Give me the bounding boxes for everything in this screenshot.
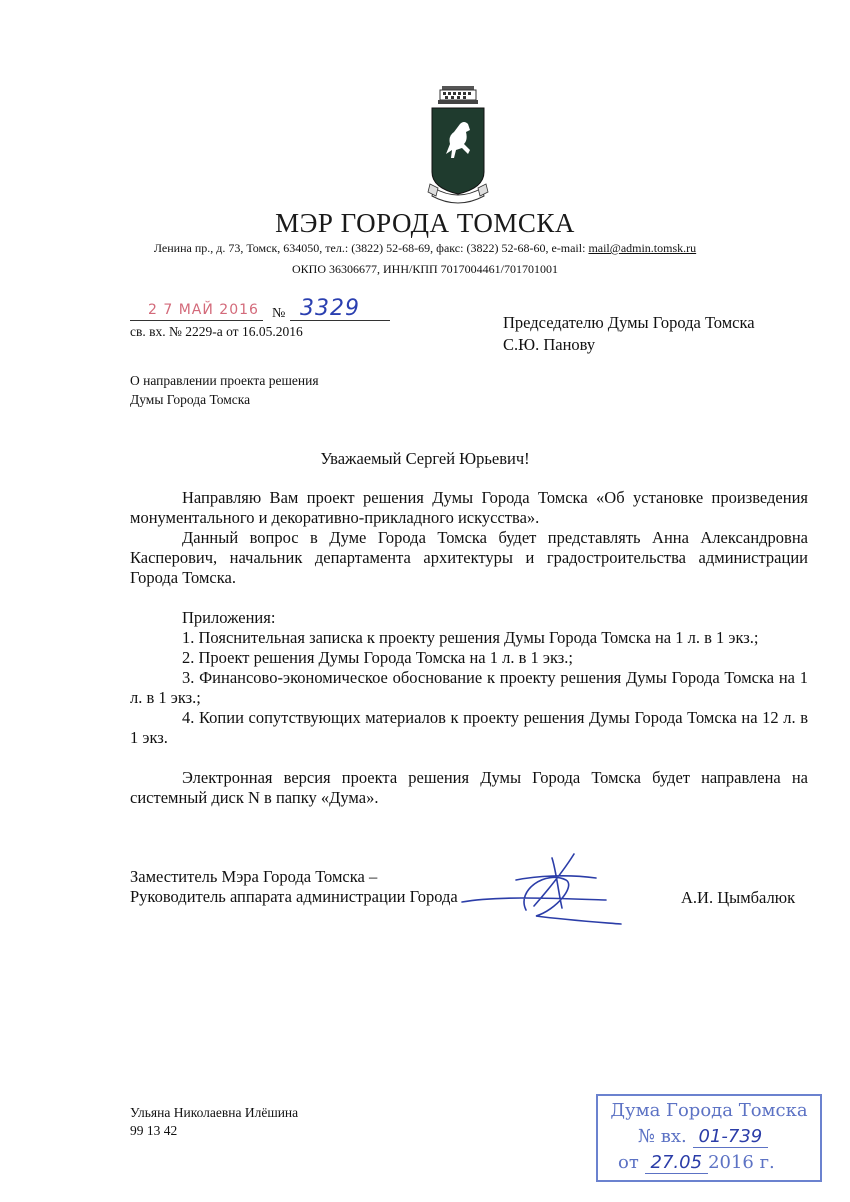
signer-position-line: Заместитель Мэра Города Томска – <box>130 867 378 886</box>
okpo-line: ОКПО 36306677, ИНН/КПП 7017004461/701701001 <box>291 262 558 276</box>
body-paragraph: Данный вопрос в Думе Города Томска будет представлять Анна Александровна Касперович, начальник департамента архитектуры и градостроительства администрации Города Томска. <box>130 528 808 587</box>
attachment-item: 1. Пояснительная записка к проекту решения Думы Города Томска на 1 л. в 1 экз.; <box>182 628 759 647</box>
stamp-number-value: 01-739 <box>693 1126 769 1148</box>
registration-number: 3329 <box>300 296 360 321</box>
signer-name: А.И. Цымбалюк <box>681 888 796 907</box>
signer-position <box>130 867 458 907</box>
body-paragraph: Электронная версия проекта решения Думы Города Томска будет направлена на системный диск N в папку «Дума». <box>130 768 808 807</box>
stamp-date-row <box>618 1152 775 1173</box>
subject-block <box>130 371 319 409</box>
letter-body <box>130 488 808 808</box>
subject-line: Думы Города Томска <box>130 392 251 407</box>
tomsk-coat-of-arms-emblem <box>426 84 490 212</box>
executor-block <box>130 1104 298 1140</box>
stamp-title: Дума Города Томска <box>610 1100 808 1121</box>
attachments-title: Приложения: <box>182 608 276 627</box>
attachment-item: 2. Проект решения Думы Города Томска на 1 л. в 1 экз.; <box>182 648 573 667</box>
stamp-year: 2016 г. <box>708 1152 775 1173</box>
address-line: Ленина пр., д. 73, Томск, 634050, тел.: (3822) 52-68-69, факс: (3822) 52-68-60, e-mail: <box>153 241 589 255</box>
greeting: Уважаемый Сергей Юрьевич! <box>320 449 530 468</box>
incoming-reference: св. вх. № 2229-а от 16.05.2016 <box>130 324 303 339</box>
email-link[interactable]: mail@admin.tomsk.ru <box>588 241 697 255</box>
stamp-date-value: 27.05 <box>645 1152 709 1174</box>
attachment-item: 4. Копии сопутствующих материалов к проекту решения Думы Города Томска на 12 л. в 1 экз. <box>130 708 808 747</box>
recipient-position: Председателю Думы Города Томска <box>503 313 755 332</box>
registration-date-stamp: 2 7 МАЙ 2016 <box>148 302 259 318</box>
attachment-item: 3. Финансово-экономическое обоснование к проекту решения Думы Города Томска на 1 л. в 1 экз.; <box>130 668 808 707</box>
recipient-block <box>503 312 755 356</box>
stamp-number-row <box>638 1126 768 1147</box>
duma-incoming-stamp <box>596 1094 822 1182</box>
subject-line: О направлении проекта решения <box>130 373 319 388</box>
date-underline <box>130 320 263 321</box>
letterhead-contacts <box>0 241 850 256</box>
stamp-date-label: от <box>618 1152 639 1173</box>
number-label: № <box>272 306 286 321</box>
recipient-name: С.Ю. Панову <box>503 335 596 354</box>
body-paragraph: Направляю Вам проект решения Думы Города Томска «Об установке произведения монументального и декоративно-прикладного искусства». <box>130 488 808 527</box>
executor-name: Ульяна Николаевна Илёшина <box>130 1105 299 1120</box>
letterhead-title: МЭР ГОРОДА ТОМСКА <box>275 208 575 238</box>
executor-phone: 99 13 42 <box>130 1123 178 1138</box>
stamp-number-label: № вх. <box>638 1126 687 1147</box>
handwritten-signature <box>456 850 631 928</box>
signer-position-line: Руководитель аппарата администрации Города <box>130 887 458 906</box>
number-underline <box>290 320 390 321</box>
